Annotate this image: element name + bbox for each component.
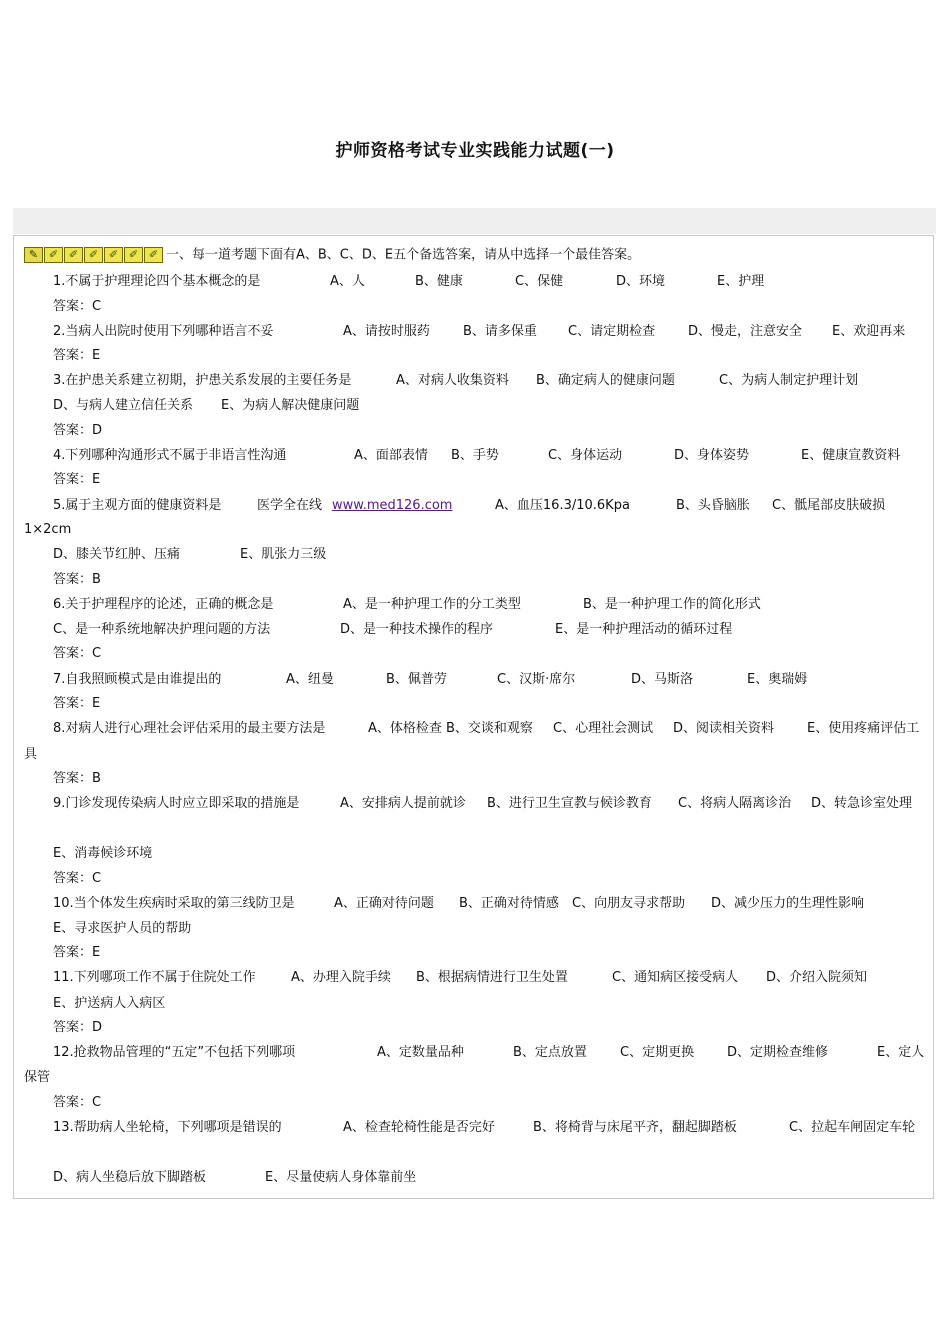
question-10-option-a: A、正确对待问题	[334, 896, 434, 911]
question-10-option-e: E、寻求医护人员的帮助	[53, 921, 192, 936]
question-6-option-c: C、是一种系统地解决护理问题的方法	[53, 622, 271, 637]
question-1-option-a: A、人	[330, 274, 365, 289]
med126-link[interactable]: www.med126.com	[332, 498, 453, 513]
question-5-option-c-cont: 1×2cm	[24, 522, 72, 537]
question-12-option-a: A、定数量品种	[377, 1045, 464, 1060]
question-10-stem: 10.当个体发生疾病时采取的第三线防卫是	[53, 896, 295, 911]
question-11-option-b: B、根据病情进行卫生处置	[416, 970, 568, 985]
question-1-option-d: D、环境	[616, 274, 666, 289]
question-7-option-d: D、马斯洛	[631, 672, 694, 687]
question-11-option-d: D、介绍入院须知	[766, 970, 868, 985]
question-6-option-e: E、是一种护理活动的循环过程	[555, 622, 733, 637]
question-5-option-b: B、头昏脑胀	[676, 498, 750, 513]
question-4-option-a: A、面部表情	[354, 448, 428, 463]
question-9-option-b: B、进行卫生宣教与候诊教育	[487, 796, 652, 811]
question-3-option-a: A、对病人收集资料	[396, 373, 509, 388]
question-5-ad-text: 医学全在线	[257, 498, 323, 513]
question-1-answer: 答案：C	[53, 299, 102, 314]
question-6-option-b: B、是一种护理工作的简化形式	[583, 597, 761, 612]
question-1-stem: 1.不属于护理理论四个基本概念的是	[53, 274, 261, 289]
pen-icon: ✎	[24, 247, 43, 263]
question-5-answer: 答案：B	[53, 572, 101, 587]
question-7-option-a: A、纽曼	[286, 672, 334, 687]
question-3-option-b: B、确定病人的健康问题	[536, 373, 675, 388]
question-8-option-e-cont: 具	[24, 747, 38, 762]
question-4-option-d: D、身体姿势	[674, 448, 750, 463]
question-10-option-b: B、正确对待情感	[459, 896, 559, 911]
question-1-option-c: C、保健	[515, 274, 564, 289]
page-title: 护师资格考试专业实践能力试题(一)	[335, 141, 615, 161]
question-4-answer: 答案：E	[53, 472, 101, 487]
question-2-option-d: D、慢走，注意安全	[688, 324, 803, 339]
question-13-option-e: E、尽量使病人身体靠前坐	[265, 1170, 417, 1185]
question-2-stem: 2.当病人出院时使用下列哪种语言不妥	[53, 324, 274, 339]
question-13-option-a: A、检查轮椅性能是否完好	[343, 1120, 495, 1135]
pencil-icon: ✐	[144, 247, 163, 263]
question-8-stem: 8.对病人进行心理社会评估采用的最主要方法是	[53, 721, 326, 736]
pencil-icon: ✐	[44, 247, 63, 263]
question-2-option-a: A、请按时服药	[343, 324, 430, 339]
instruction-row	[24, 245, 924, 265]
question-12-option-c: C、定期更换	[620, 1045, 695, 1060]
question-4-option-e: E、健康宣教资料	[801, 448, 901, 463]
question-13-option-c: C、拉起车闸固定车轮	[789, 1120, 916, 1135]
question-7-option-e: E、奥瑞姆	[747, 672, 808, 687]
pencil-icon: ✐	[104, 247, 123, 263]
question-8-option-c: C、心理社会测试	[553, 721, 654, 736]
question-11-answer: 答案：D	[53, 1020, 103, 1035]
question-6-option-d: D、是一种技术操作的程序	[340, 622, 494, 637]
question-3-option-d: D、与病人建立信任关系	[53, 398, 194, 413]
question-12-option-d: D、定期检查维修	[727, 1045, 829, 1060]
question-13-option-d: D、病人坐稳后放下脚踏板	[53, 1170, 207, 1185]
question-9-option-d: D、转急诊室处理	[811, 796, 913, 811]
question-3-stem: 3.在护患关系建立初期，护患关系发展的主要任务是	[53, 373, 352, 388]
pencil-icon: ✐	[84, 247, 103, 263]
question-7-option-c: C、汉斯·席尔	[497, 672, 576, 687]
question-13-stem: 13.帮助病人坐轮椅，下列哪项是错误的	[53, 1120, 282, 1135]
question-9-option-e: E、消毒候诊环境	[53, 846, 153, 861]
question-3-option-e: E、为病人解决健康问题	[221, 398, 360, 413]
question-10-option-c: C、向朋友寻求帮助	[572, 896, 686, 911]
question-7-answer: 答案：E	[53, 696, 101, 711]
question-4-option-b: B、手势	[451, 448, 499, 463]
question-6-answer: 答案：C	[53, 646, 102, 661]
question-4-stem: 4.下列哪种沟通形式不属于非语言性沟通	[53, 448, 287, 463]
question-3-answer: 答案：D	[53, 423, 103, 438]
question-1-option-b: B、健康	[415, 274, 463, 289]
question-8-option-e: E、使用疼痛评估工	[807, 721, 920, 736]
question-11-stem: 11.下列哪项工作不属于住院处工作	[53, 970, 256, 985]
question-2-option-b: B、请多保重	[463, 324, 537, 339]
question-9-stem: 9.门诊发现传染病人时应立即采取的措施是	[53, 796, 300, 811]
question-8-option-b: B、交谈和观察	[446, 721, 533, 736]
question-2-option-e: E、欢迎再来	[832, 324, 906, 339]
question-8-answer: 答案：B	[53, 771, 101, 786]
question-9-option-c: C、将病人隔离诊治	[678, 796, 792, 811]
question-7-option-b: B、佩普劳	[386, 672, 447, 687]
question-6-stem: 6.关于护理程序的论述，正确的概念是	[53, 597, 274, 612]
icon-strip	[24, 245, 164, 265]
header-band	[13, 208, 936, 234]
question-13-option-b: B、将椅背与床尾平齐，翻起脚踏板	[533, 1120, 737, 1135]
question-11-option-e: E、护送病人入病区	[53, 996, 166, 1011]
question-5-option-c: C、骶尾部皮肤破损	[772, 498, 886, 513]
question-12-option-e: E、定人	[877, 1045, 925, 1060]
question-12-option-b: B、定点放置	[513, 1045, 587, 1060]
question-12-option-e-cont: 保管	[24, 1070, 51, 1085]
question-7-stem: 7.自我照顾模式是由谁提出的	[53, 672, 222, 687]
instruction-text: 一、每一道考题下面有A、B、C、D、E五个备选答案，请从中选择一个最佳答案。	[166, 247, 641, 263]
question-12-stem: 12.抢救物品管理的“五定”不包括下列哪项	[53, 1045, 296, 1060]
question-1-option-e: E、护理	[717, 274, 765, 289]
pencil-icon: ✐	[124, 247, 143, 263]
question-5-option-e: E、肌张力三级	[240, 547, 327, 562]
question-2-option-c: C、请定期检查	[568, 324, 656, 339]
question-6-option-a: A、是一种护理工作的分工类型	[343, 597, 521, 612]
question-11-option-c: C、通知病区接受病人	[612, 970, 739, 985]
question-8-option-d: D、阅读相关资料	[673, 721, 775, 736]
question-5-option-a: A、血压16.3/10.6Kpa	[495, 498, 630, 513]
question-5-stem: 5.属于主观方面的健康资料是	[53, 498, 222, 513]
question-9-option-a: A、安排病人提前就诊	[340, 796, 466, 811]
question-12-answer: 答案：C	[53, 1095, 102, 1110]
question-10-answer: 答案：E	[53, 945, 101, 960]
question-3-option-c: C、为病人制定护理计划	[719, 373, 859, 388]
question-10-option-d: D、减少压力的生理性影响	[711, 896, 865, 911]
question-5-option-d: D、膝关节红肿、压痛	[53, 547, 181, 562]
question-9-answer: 答案：C	[53, 871, 102, 886]
question-8-option-a: A、体格检查	[368, 721, 442, 736]
question-2-answer: 答案：E	[53, 348, 101, 363]
question-4-option-c: C、身体运动	[548, 448, 623, 463]
pencil-icon: ✐	[64, 247, 83, 263]
question-11-option-a: A、办理入院手续	[291, 970, 391, 985]
